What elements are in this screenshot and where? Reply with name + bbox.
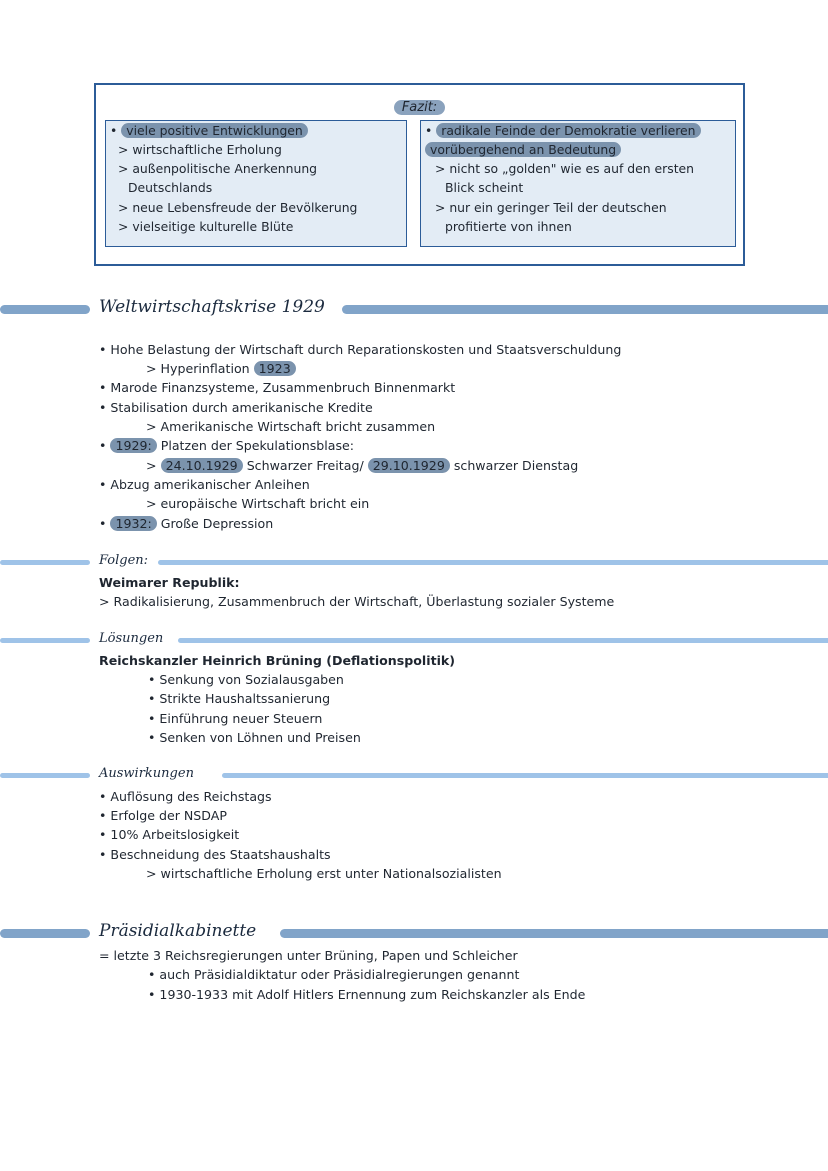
list-item: > nicht so „golden" wie es auf den ersten (435, 161, 695, 176)
praesidial-line: • 1930-1933 mit Adolf Hitlers Ernennung zum Reichskanzler als Ende (148, 987, 586, 1002)
list-item: • Strikte Haushaltssanierung (148, 691, 331, 706)
list-item: > außenpolitische Anerkennung (118, 161, 318, 176)
list-item: profitierte von ihnen (445, 219, 572, 234)
list-item: • Erfolge der NSDAP (99, 808, 227, 823)
list-item: • Senkung von Sozialausgaben (148, 672, 344, 687)
list-item: > wirtschaftliche Erholung erst unter Nationalsozialisten (146, 866, 502, 881)
section-divider (0, 773, 90, 778)
section-divider (178, 638, 828, 643)
fazit-title: Fazit: (96, 100, 743, 115)
crisis-line: > Amerikanische Wirtschaft bricht zusammen (146, 419, 436, 434)
loesungen-subtitle: Reichskanzler Heinrich Brüning (Deflationspolitik) (99, 653, 456, 668)
section-divider (342, 305, 828, 314)
crisis-line: > Hyperinflation 1923 (146, 359, 296, 378)
praesidial-line: = letzte 3 Reichsregierungen unter Brüning, Papen und Schleicher (99, 948, 518, 963)
list-item: Blick scheint (445, 180, 524, 195)
folgen-subtitle: Weimarer Republik: (99, 575, 240, 590)
section-divider (0, 305, 90, 314)
crisis-line: • 1929: Platzen der Spekulationsblase: (99, 438, 355, 453)
section-title-crisis: Weltwirtschaftskrise 1929 (99, 297, 325, 317)
section-divider (0, 560, 90, 565)
fazit-left-heading: • viele positive Entwicklungen (110, 121, 308, 140)
section-divider (0, 929, 90, 938)
list-item: • 10% Arbeitslosigkeit (99, 827, 240, 842)
fazit-right-column (420, 120, 736, 247)
section-title-folgen: Folgen: (99, 553, 149, 568)
crisis-line: > europäische Wirtschaft bricht ein (146, 496, 370, 511)
crisis-line: • Marode Finanzsysteme, Zusammenbruch Binnenmarkt (99, 380, 456, 395)
section-divider (280, 929, 828, 938)
list-item: • Einführung neuer Steuern (148, 711, 323, 726)
crisis-line: • Hohe Belastung der Wirtschaft durch Reparationskosten und Staatsverschuldung (99, 342, 622, 357)
section-title-praesidial: Präsidialkabinette (99, 921, 257, 941)
crisis-line: • 1932: Große Depression (99, 516, 274, 531)
list-item: • Senken von Löhnen und Preisen (148, 730, 361, 745)
section-divider (0, 638, 90, 643)
list-item: • Auflösung des Reichstags (99, 789, 272, 804)
section-divider (222, 773, 828, 778)
list-item: > wirtschaftliche Erholung (118, 142, 282, 157)
list-item: > vielseitige kulturelle Blüte (118, 219, 294, 234)
list-item: Deutschlands (128, 180, 213, 195)
section-divider (158, 560, 828, 565)
section-title-loesungen: Lösungen (99, 631, 164, 646)
crisis-line: > 24.10.1929 Schwarzer Freitag/ 29.10.1929 schwarzer Dienstag (146, 458, 579, 473)
list-item: • Beschneidung des Staatshaushalts (99, 847, 331, 862)
crisis-line: • Abzug amerikanischer Anleihen (99, 477, 310, 492)
fazit-left-column (105, 120, 407, 247)
section-title-auswirkungen: Auswirkungen (99, 766, 194, 781)
crisis-line: • Stabilisation durch amerikanische Kredite (99, 400, 373, 415)
list-item: > neue Lebensfreude der Bevölkerung (118, 200, 358, 215)
folgen-item: > Radikalisierung, Zusammenbruch der Wirtschaft, Überlastung sozialer Systeme (99, 594, 615, 609)
list-item: > nur ein geringer Teil der deutschen (435, 200, 667, 215)
fazit-right-heading-2: vorübergehend an Bedeutung (425, 140, 621, 159)
fazit-right-heading: • radikale Feinde der Demokratie verlieren (425, 121, 701, 140)
praesidial-line: • auch Präsidialdiktatur oder Präsidialregierungen genannt (148, 967, 520, 982)
fazit-box (94, 83, 745, 266)
